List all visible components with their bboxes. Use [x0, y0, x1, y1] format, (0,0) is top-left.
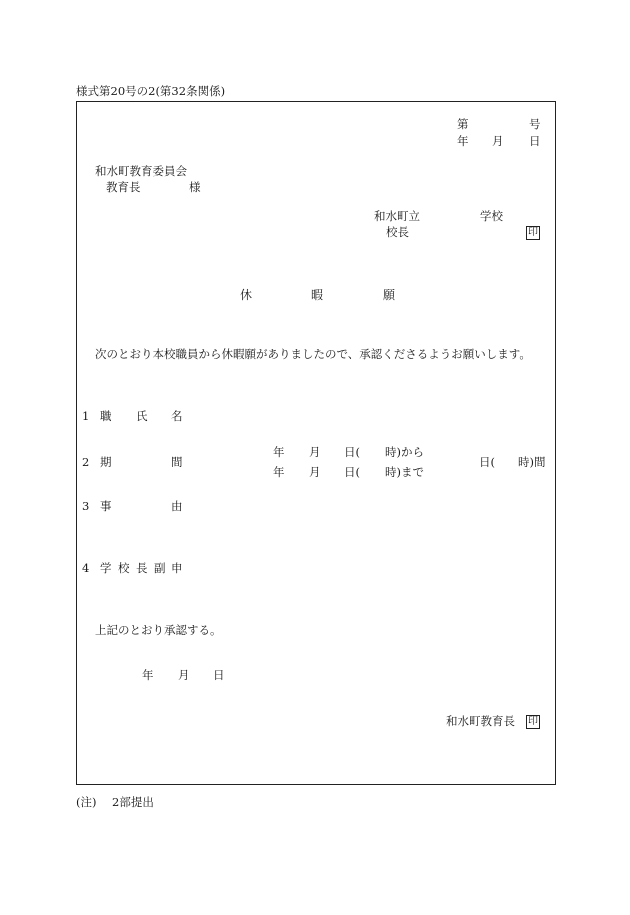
- item2-label-char-1: 期: [100, 455, 112, 469]
- period-to-day: 日(: [344, 465, 360, 479]
- period-from-hour: 時)から: [385, 445, 424, 459]
- doc-number-go: 号: [529, 117, 541, 131]
- duration-hour: 時)間: [518, 455, 546, 469]
- item3-number: 3: [82, 499, 90, 513]
- footnote-label: (注): [76, 795, 97, 809]
- item1-label-char-1: 職: [100, 409, 112, 423]
- item4-number: 4: [82, 561, 90, 575]
- sender-school-prefix: 和水町立: [374, 209, 420, 223]
- approval-signer: 和水町教育長: [446, 714, 515, 728]
- approval-month: 月: [178, 668, 190, 682]
- item4-label-char-3: 長: [136, 561, 148, 575]
- period-to-year: 年: [273, 465, 285, 479]
- sender-school-suffix: 学校: [480, 209, 503, 223]
- title-char-1: 休: [240, 288, 253, 302]
- addressee-title: 教育長: [106, 180, 141, 194]
- period-from-year: 年: [273, 445, 285, 459]
- addressee-org: 和水町教育委員会: [95, 164, 187, 178]
- period-to-hour: 時)まで: [385, 465, 424, 479]
- form-label: 様式第20号の2(第32条関係): [76, 84, 226, 98]
- item4-label-char-1: 学: [100, 561, 112, 575]
- footnote-text: 2部提出: [112, 795, 154, 809]
- item1-number: 1: [82, 409, 90, 423]
- doc-date-day: 日: [529, 134, 541, 148]
- period-from-day: 日(: [344, 445, 360, 459]
- doc-date-month: 月: [492, 134, 504, 148]
- doc-date-year: 年: [457, 134, 469, 148]
- body-text: 次のとおり本校職員から休暇願がありましたので、承認くださるようお願いします。: [95, 347, 531, 361]
- item3-label-char-2: 由: [171, 499, 183, 513]
- approval-seal-mark: 印: [528, 716, 538, 727]
- approval-day: 日: [213, 668, 225, 682]
- principal-seal-mark: 印: [528, 227, 538, 238]
- item4-label-char-5: 申: [171, 561, 183, 575]
- item4-label-char-4: 副: [154, 561, 166, 575]
- title-char-2: 暇: [311, 288, 324, 302]
- period-from-month: 月: [309, 445, 321, 459]
- addressee-honorific: 様: [189, 180, 201, 194]
- title-char-3: 願: [383, 288, 396, 302]
- item2-label-char-2: 間: [171, 455, 183, 469]
- item1-label-char-2: 氏: [136, 409, 148, 423]
- period-to-month: 月: [309, 465, 321, 479]
- item1-label-char-3: 名: [171, 409, 183, 423]
- item3-label-char-1: 事: [100, 499, 112, 513]
- form-frame: [76, 101, 556, 785]
- item4-label-char-2: 校: [118, 561, 130, 575]
- sender-principal: 校長: [386, 225, 409, 239]
- duration-day: 日(: [479, 455, 495, 469]
- approval-text: 上記のとおり承認する。: [95, 623, 222, 637]
- doc-number-dai: 第: [457, 117, 469, 131]
- approval-year: 年: [142, 668, 154, 682]
- item2-number: 2: [82, 455, 90, 469]
